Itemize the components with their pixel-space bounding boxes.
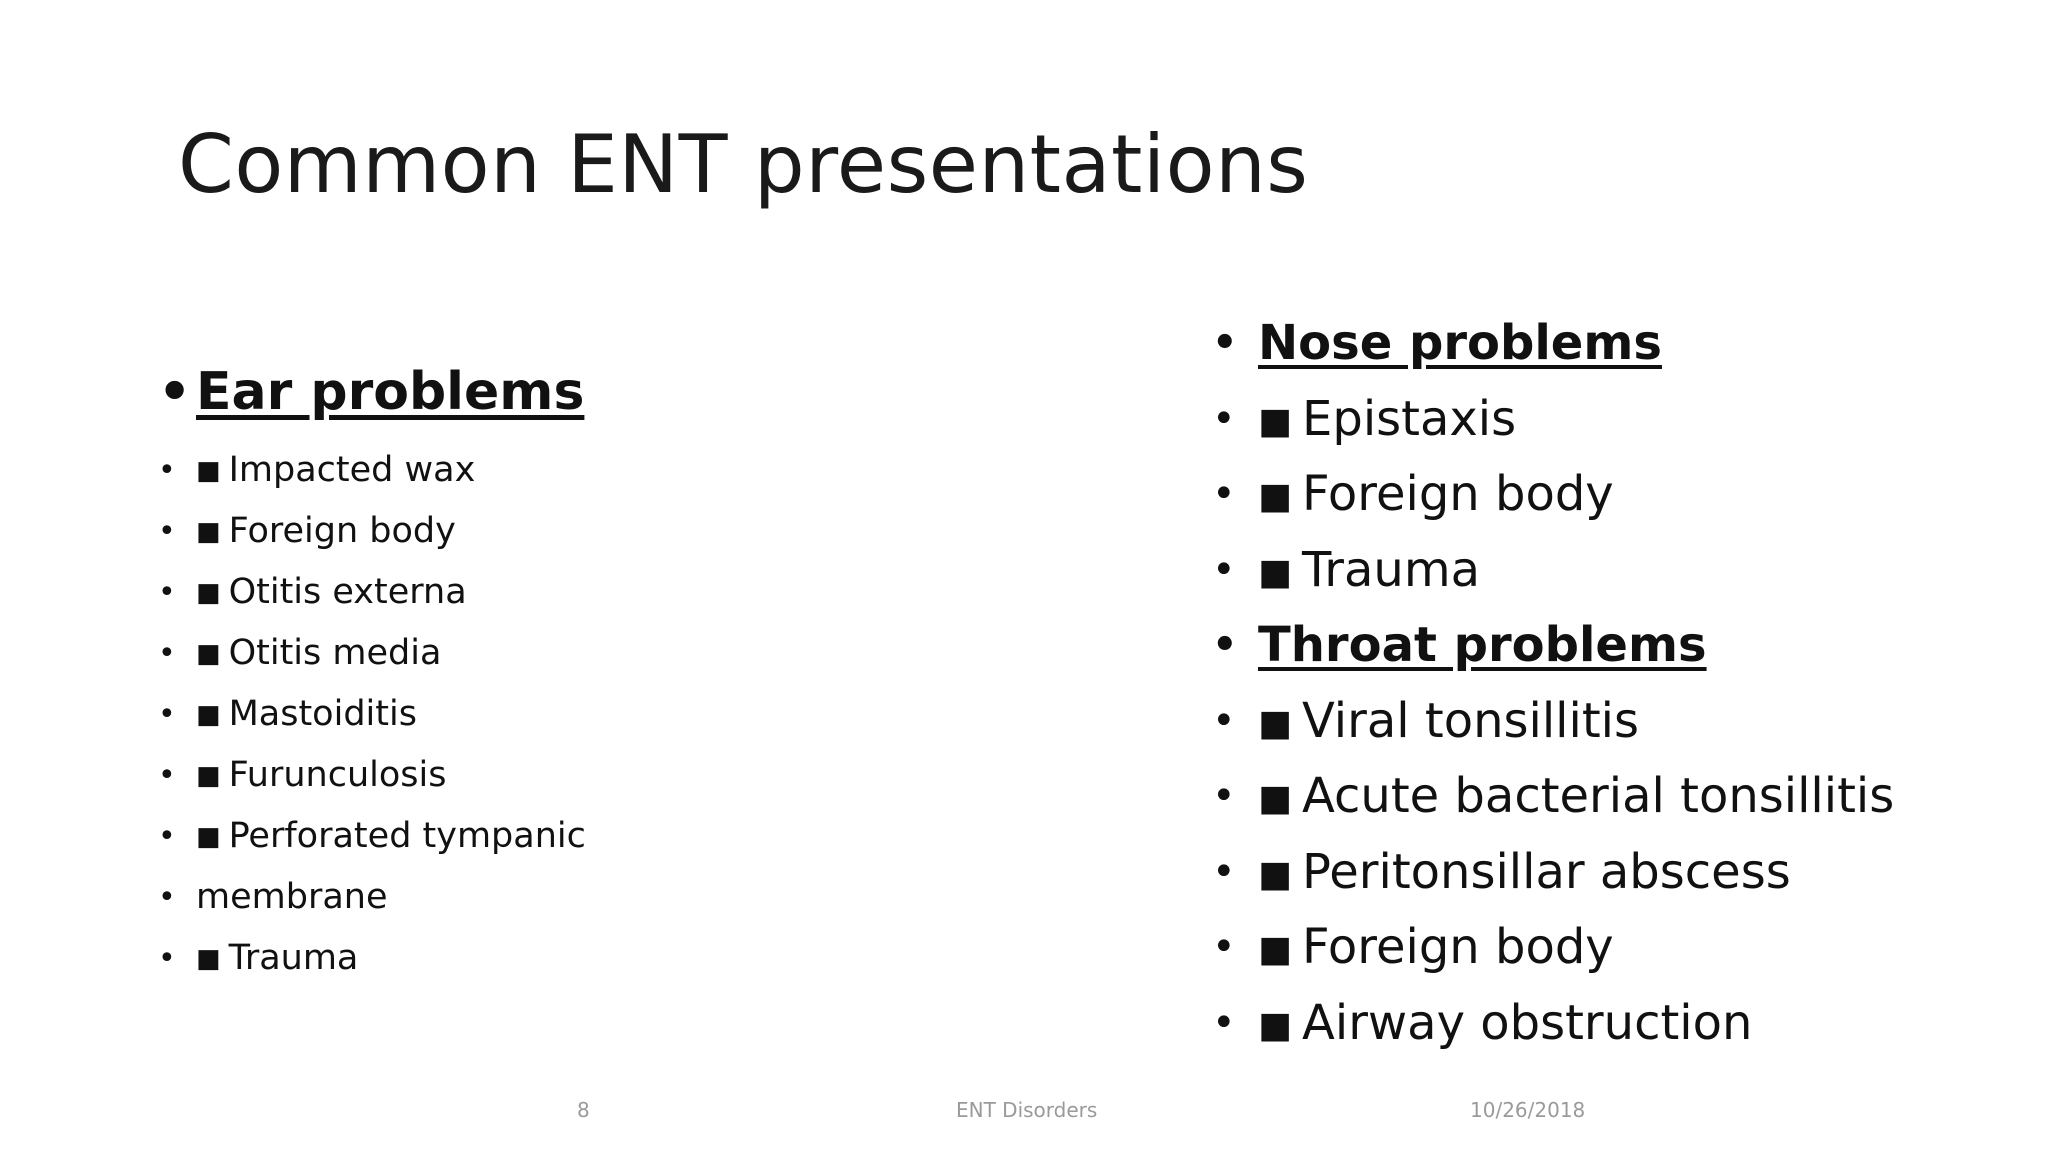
list-item-text: Mastoiditis [228, 694, 417, 734]
list-item [1212, 759, 1894, 835]
footer-title: ENT Disorders [956, 1098, 1098, 1122]
list-item [1212, 457, 1894, 533]
square-bullet-icon: ■ [196, 578, 221, 608]
list-item-text: Acute bacterial tonsillitis [1302, 768, 1895, 824]
square-bullet-icon: ■ [196, 456, 221, 486]
list-item-text: Viral tonsillitis [1302, 692, 1639, 749]
list-item [158, 562, 586, 623]
square-bullet-icon: ■ [1258, 400, 1293, 442]
list-item [158, 867, 586, 928]
list-item [158, 806, 586, 867]
list-item-text: Foreign body [1302, 466, 1614, 522]
list-item-text: Trauma [228, 938, 359, 978]
list-item-text: Otitis externa [228, 572, 467, 612]
square-bullet-icon: ■ [1258, 853, 1293, 895]
list-item [158, 928, 586, 989]
square-bullet-icon: ■ [196, 944, 221, 974]
square-bullet-icon: ■ [196, 517, 221, 547]
square-bullet-icon: ■ [1258, 1004, 1293, 1046]
footer-date: 10/26/2018 [1470, 1098, 1586, 1122]
square-bullet-icon: ■ [1258, 476, 1293, 517]
list-item [158, 623, 586, 684]
list-item-text: Furunculosis [228, 755, 447, 795]
list-item [158, 684, 586, 745]
list-item [1212, 533, 1894, 609]
square-bullet-icon: ■ [196, 700, 221, 730]
list-item [158, 440, 586, 501]
square-bullet-icon: ■ [196, 822, 221, 852]
slide-title: Common ENT presentations [178, 118, 1309, 211]
list-item [1212, 382, 1894, 458]
square-bullet-icon: ■ [1258, 929, 1293, 970]
list-item-text: Airway obstruction [1302, 994, 1753, 1051]
list-item-text: Epistaxis [1302, 390, 1517, 447]
list-item-text: Foreign body [1302, 919, 1614, 975]
square-bullet-icon: ■ [196, 761, 221, 791]
nose-throat-problems-list [1212, 306, 1894, 1061]
list-item-text: Perforated tympanic [228, 816, 586, 856]
list-item-text: Otitis media [228, 633, 442, 673]
list-item-text: Impacted wax [228, 450, 476, 490]
ear-problems-list [158, 356, 586, 989]
list-item-text: Trauma [1302, 541, 1481, 598]
list-item-text: Foreign body [228, 511, 456, 551]
list-item [1212, 910, 1894, 986]
square-bullet-icon: ■ [1258, 778, 1293, 819]
list-item [1212, 986, 1894, 1062]
list-item [1212, 684, 1894, 760]
square-bullet-icon: ■ [1258, 702, 1293, 744]
ear-problems-heading: • Ear problems [158, 356, 586, 440]
list-item [1212, 835, 1894, 911]
nose-problems-heading: • Nose problems [1212, 306, 1894, 382]
square-bullet-icon: ■ [1258, 551, 1293, 593]
list-item-text: membrane [196, 877, 388, 917]
list-item [158, 501, 586, 562]
footer-page-number: 8 [577, 1098, 590, 1122]
list-item [158, 745, 586, 806]
throat-problems-heading: • Throat problems [1212, 608, 1894, 684]
square-bullet-icon: ■ [196, 639, 221, 669]
list-item-text: Peritonsillar abscess [1302, 843, 1791, 900]
